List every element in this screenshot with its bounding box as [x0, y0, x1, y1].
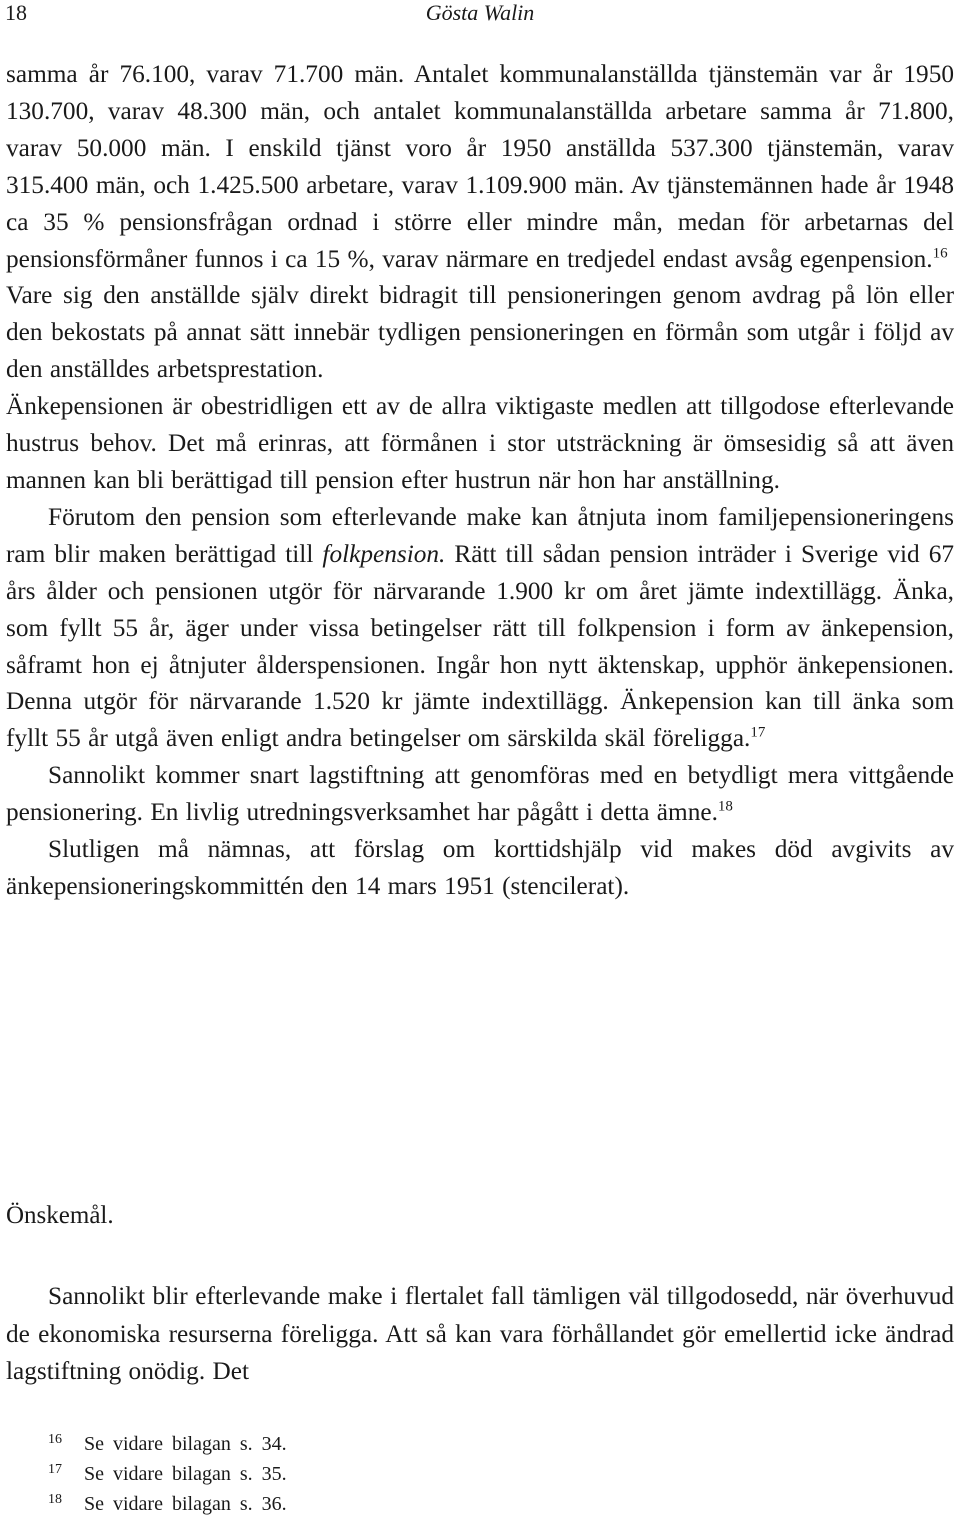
footnote — [48, 1485, 287, 1515]
footnote-ref-17: 17 — [750, 724, 766, 741]
paragraph-text: Rätt till sådan pension inträder i Sverige vid 67 års ålder och pensionen utgör för närvarande 1.900 kr om året jämte indextillägg. Änka, som fyllt 55 år, äger under vissa betingelser rätt till folkpension i form av änkepension, såframt hon ej åtnjuter ålderspensionen. Ingår hon nytt äktenskap, upphör änkepensionen. Denna utgör för närvarande 1.520 kr jämte indextillägg. Änkepension kan till änka som fyllt 55 år utgå även enligt andra betingelser om särskilda skäl föreligga. — [6, 539, 955, 753]
paragraph — [6, 757, 954, 831]
running-head: Gösta Walin — [425, 0, 535, 25]
paragraph-text: Sannolikt blir efterlevande make i flertalet fall tämligen väl tillgodosedd, när överhuvud de ekonomiska resurserna föreligga. Att så kan vara förhållandet gör emellertid icke ändrad lagstiftning onödig. Det — [6, 1282, 954, 1385]
footnote — [48, 1425, 287, 1455]
paragraph — [6, 277, 954, 388]
page-number: 18 — [5, 0, 27, 25]
section-heading: Önskemål. — [6, 1202, 114, 1229]
footnote-text: Se vidare bilagan s. 34. — [84, 1433, 287, 1455]
footnote-number: 16 — [48, 1432, 62, 1447]
paragraph — [6, 388, 954, 499]
paragraph — [6, 56, 954, 277]
paragraph-text: Vare sig den anställde själv direkt bidragit till pensioneringen genom avdrag på lön eller den bekostats på annat sätt innebär tydligen pensioneringen en förmån som utgår i följd av den anställdes arbetsprestation. — [6, 281, 954, 384]
footnote-number: 18 — [48, 1492, 62, 1507]
paragraph-text: samma år 76.100, varav 71.700 män. Antalet kommunalanställda tjänstemän var år 1950 130.700, varav 48.300 män, och antalet kommunalanställda arbetare samma år 71.800, varav 50.000 män. I enskild tjänst voro år 1950 anställda 537.300 tjänstemän, varav 315.400 män, och 1.425.500 arbetare, varav 1.109.900 män. Av tjänstemännen hade år 1948 ca 35 % pensionsfrågan ordnad i större eller mindre mån, medan för arbetarnas del pensionsförmåner funnos i ca 15 %, varav närmare en tredjedel endast avsåg egenpension. — [6, 60, 954, 273]
paragraph-text: Förutom den pension som efterlevande make kan åtnjuta inom familjepensioneringens ram blir maken berättigad till — [6, 502, 954, 568]
footnote-number: 17 — [48, 1462, 62, 1477]
paragraph — [6, 499, 954, 757]
page-header — [0, 0, 960, 26]
footnotes — [48, 1425, 287, 1515]
body-text — [6, 56, 954, 905]
paragraph — [6, 1278, 954, 1391]
paragraph-text: Änkepensionen är obestridligen ett av de allra viktigaste medlen att tillgodose efterlevande hustrus behov. Det må erinras, att förmånen i stor utsträckning är ömsesidig så att även mannen kan bli berättigad till pension efter hustrun när hon har anställning. — [6, 392, 954, 494]
paragraph-text: Sannolikt kommer snart lagstiftning att genomföras med en betydligt mera vittgående pensionering. En livlig utredningsverksamhet har pågått i detta ämne. — [6, 761, 954, 827]
footnote-ref-16: 16 — [932, 245, 948, 262]
paragraph — [6, 831, 954, 905]
footnote-text: Se vidare bilagan s. 35. — [84, 1463, 287, 1485]
footnote-text: Se vidare bilagan s. 36. — [84, 1493, 287, 1515]
paragraph-text: Slutligen må nämnas, att förslag om korttidshjälp vid makes död avgivits av änkepensioneringskommittén den 14 mars 1951 (stencilerat). — [6, 835, 954, 900]
footnote — [48, 1455, 287, 1485]
footnote-ref-18: 18 — [717, 798, 733, 815]
italic-term: folkpension. — [322, 539, 446, 568]
section-body — [6, 1278, 954, 1391]
